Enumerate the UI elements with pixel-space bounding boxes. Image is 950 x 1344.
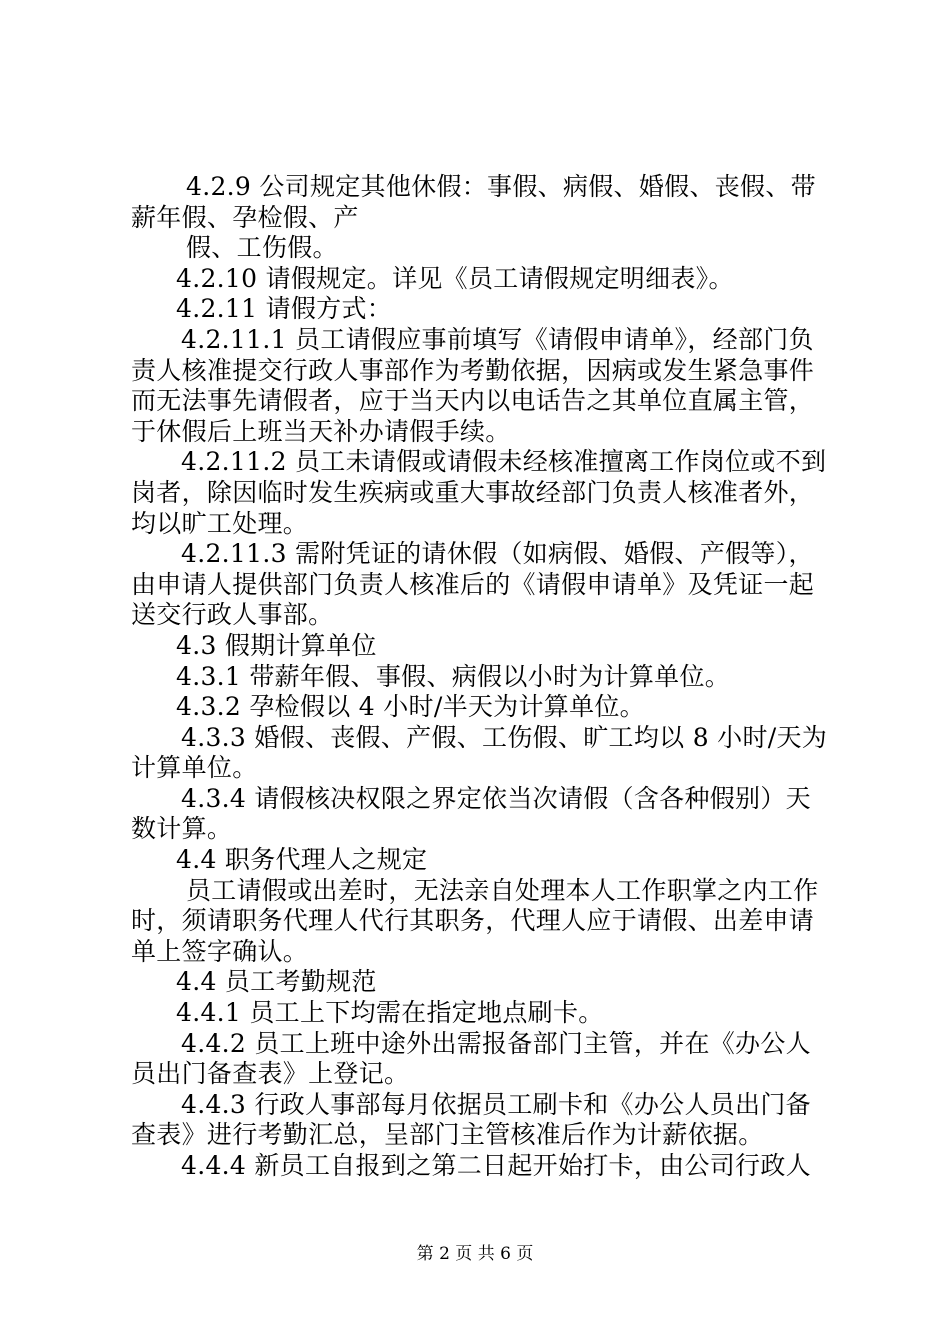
text-line: 4.4 职务代理人之规定 <box>176 845 428 875</box>
text-line: 4.2.11 请假方式： <box>176 294 393 324</box>
text-line: 4.3.2 孕检假以 4 小时/半天为计算单位。 <box>176 692 645 722</box>
text-line: 由申请人提供部门负责人核准后的《请假申请单》及凭证一起 <box>131 569 815 599</box>
text-line: 而无法事先请假者，应于当天内以电话告之其单位直属主管， <box>131 386 815 416</box>
text-line: 4.4.3 行政人事部每月依据员工刷卡和《办公人员出门备 <box>181 1089 811 1119</box>
text-line: 薪年假、孕检假、产 <box>131 202 359 232</box>
text-line: 查表》进行考勤汇总，呈部门主管核准后作为计薪依据。 <box>131 1120 764 1150</box>
page-footer: 第 2 页 共 6 页 <box>416 1244 534 1264</box>
text-line: 4.2.11.3 需附凭证的请休假（如病假、婚假、产假等）， <box>181 539 814 569</box>
text-line: 责人核准提交行政人事部作为考勤依据，因病或发生紧急事件 <box>131 355 815 385</box>
text-line: 4.4.2 员工上班中途外出需报备部门主管，并在《办公人 <box>181 1028 811 1058</box>
text-line: 计算单位。 <box>131 753 258 783</box>
text-line: 4.2.10 请假规定。详见《员工请假规定明细表》。 <box>176 263 734 293</box>
text-line: 于休假后上班当天补办请假手续。 <box>131 416 511 446</box>
text-line: 假、工伤假。 <box>186 233 338 263</box>
text-line: 4.3 假期计算单位 <box>176 630 377 660</box>
text-line: 数计算。 <box>131 814 233 844</box>
text-line: 4.2.9 公司规定其他休假：事假、病假、婚假、丧假、带 <box>186 172 816 201</box>
text-line: 员工请假或出差时，无法亲自处理本人工作职掌之内工作 <box>186 875 819 905</box>
text-line: 岗者，除因临时发生疾病或重大事故经部门负责人核准者外， <box>131 477 815 507</box>
text-line: 4.3.1 带薪年假、事假、病假以小时为计算单位。 <box>176 661 731 691</box>
text-line: 4.3.3 婚假、丧假、产假、工伤假、旷工均以 8 小时/天为 <box>181 722 828 752</box>
text-line: 4.2.11.2 员工未请假或请假未经核准擅离工作岗位或不到 <box>181 447 827 477</box>
text-line: 均以旷工处理。 <box>131 508 309 538</box>
text-line: 送交行政人事部。 <box>131 600 334 630</box>
text-line: 单上签字确认。 <box>131 936 309 966</box>
text-line: 4.3.4 请假核决权限之界定依当次请假（含各种假别）天 <box>181 783 811 813</box>
text-line: 4.2.11.1 员工请假应事前填写《请假申请单》，经部门负 <box>181 324 814 354</box>
text-line: 4.4.1 员工上下均需在指定地点刷卡。 <box>176 998 604 1028</box>
text-line: 时，须请职务代理人代行其职务，代理人应于请假、出差申请 <box>131 906 815 936</box>
text-line: 4.4.4 新员工自报到之第二日起开始打卡，由公司行政人 <box>181 1151 811 1180</box>
text-line: 员出门备查表》上登记。 <box>131 1059 410 1089</box>
document-body <box>131 172 831 1182</box>
text-line: 4.4 员工考勤规范 <box>176 967 377 997</box>
